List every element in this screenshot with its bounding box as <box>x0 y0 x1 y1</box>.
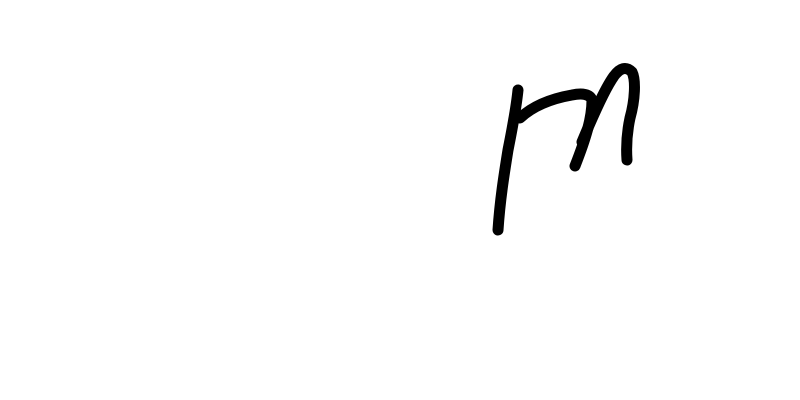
scribble-stroke-right <box>582 69 634 160</box>
scribble-stroke-left <box>498 90 518 230</box>
